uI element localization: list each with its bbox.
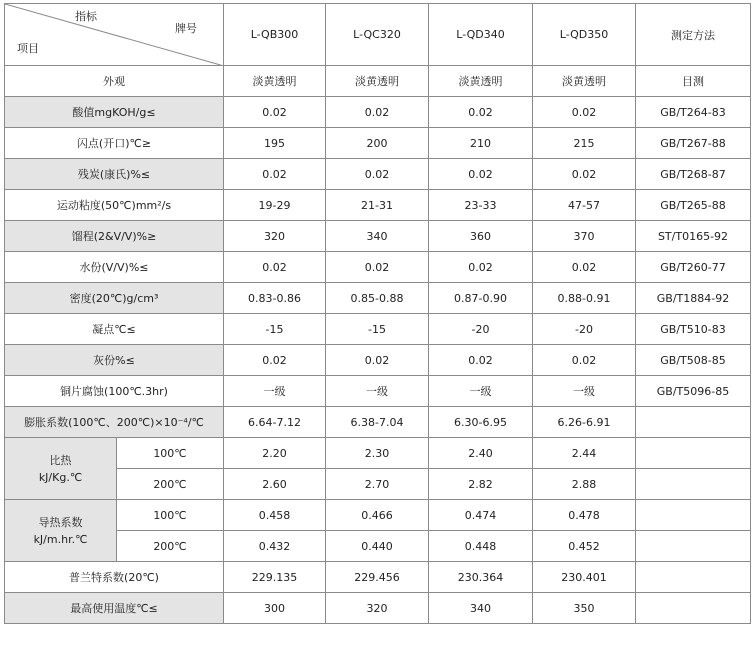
value-cell: 21-31 — [326, 190, 429, 221]
value-cell: 0.448 — [429, 531, 533, 562]
indicator-label: 指标 — [75, 10, 97, 23]
value-cell: 23-33 — [429, 190, 533, 221]
value-cell: 0.02 — [326, 345, 429, 376]
value-cell: 2.88 — [533, 469, 636, 500]
parameter-cell: 凝点℃≤ — [5, 314, 224, 345]
temperature-cell: 200℃ — [117, 469, 224, 500]
method-cell: GB/T265-88 — [636, 190, 751, 221]
value-cell: -20 — [429, 314, 533, 345]
table-row — [5, 128, 751, 159]
value-cell: 340 — [326, 221, 429, 252]
parameter-cell: 运动粘度(50℃)mm²/s — [5, 190, 224, 221]
value-cell: 0.474 — [429, 500, 533, 531]
product-spec-table — [4, 3, 751, 624]
product-header: L-QC320 — [326, 4, 429, 66]
method-cell — [636, 407, 751, 438]
parameter-cell: 外观 — [5, 66, 224, 97]
value-cell: 2.20 — [224, 438, 326, 469]
value-cell: 6.30-6.95 — [429, 407, 533, 438]
method-cell — [636, 500, 751, 531]
item-label: 项目 — [17, 42, 39, 55]
value-cell: 0.85-0.88 — [326, 283, 429, 314]
value-cell: 230.364 — [429, 562, 533, 593]
table-row — [5, 66, 751, 97]
value-cell: 0.440 — [326, 531, 429, 562]
method-cell — [636, 593, 751, 624]
parameter-cell: 最高使用温度℃≤ — [5, 593, 224, 624]
value-cell: 2.44 — [533, 438, 636, 469]
method-cell — [636, 531, 751, 562]
value-cell: 300 — [224, 593, 326, 624]
group-label-text: kJ/Kg.℃ — [38, 470, 83, 484]
group-label-cell — [5, 500, 117, 562]
value-cell: 0.458 — [224, 500, 326, 531]
table-row — [5, 314, 751, 345]
value-cell: 0.02 — [533, 252, 636, 283]
table-row — [5, 345, 751, 376]
value-cell: 一级 — [326, 376, 429, 407]
value-cell: 350 — [533, 593, 636, 624]
parameter-cell: 水份(V/V)%≤ — [5, 252, 224, 283]
value-cell: 一级 — [224, 376, 326, 407]
temperature-cell: 100℃ — [117, 500, 224, 531]
table-row — [5, 469, 751, 500]
method-cell: GB/T268-87 — [636, 159, 751, 190]
table-row — [5, 438, 751, 469]
table-row — [5, 407, 751, 438]
value-cell: 0.432 — [224, 531, 326, 562]
value-cell: 320 — [224, 221, 326, 252]
value-cell: 215 — [533, 128, 636, 159]
parameter-cell: 馏程(2&V/V)%≥ — [5, 221, 224, 252]
value-cell: 0.88-0.91 — [533, 283, 636, 314]
value-cell: 47-57 — [533, 190, 636, 221]
table-row — [5, 593, 751, 624]
table-row — [5, 221, 751, 252]
value-cell: 0.02 — [533, 97, 636, 128]
value-cell: 0.02 — [429, 252, 533, 283]
table-row — [5, 376, 751, 407]
method-cell — [636, 438, 751, 469]
value-cell: 19-29 — [224, 190, 326, 221]
corner-header-cell — [5, 4, 224, 66]
value-cell: 淡黄透明 — [429, 66, 533, 97]
table-row — [5, 97, 751, 128]
method-header: 测定方法 — [636, 4, 751, 66]
value-cell: 一级 — [429, 376, 533, 407]
value-cell: 230.401 — [533, 562, 636, 593]
method-cell: ST/T0165-92 — [636, 221, 751, 252]
method-cell: GB/T510-83 — [636, 314, 751, 345]
value-cell: 200 — [326, 128, 429, 159]
value-cell: 6.38-7.04 — [326, 407, 429, 438]
table-row — [5, 500, 751, 531]
group-label-text: 比热 — [49, 453, 72, 467]
value-cell: 320 — [326, 593, 429, 624]
value-cell: 340 — [429, 593, 533, 624]
method-cell: GB/T5096-85 — [636, 376, 751, 407]
value-cell: 0.02 — [533, 159, 636, 190]
value-cell: 2.82 — [429, 469, 533, 500]
value-cell: 淡黄透明 — [224, 66, 326, 97]
method-cell: GB/T267-88 — [636, 128, 751, 159]
group-label-text: kJ/m.hr.℃ — [33, 532, 88, 546]
value-cell: 0.02 — [326, 97, 429, 128]
value-cell: 229.456 — [326, 562, 429, 593]
value-cell: 0.02 — [326, 252, 429, 283]
value-cell: 0.02 — [224, 345, 326, 376]
value-cell: 0.02 — [429, 97, 533, 128]
parameter-cell: 残炭(康氏)%≤ — [5, 159, 224, 190]
method-cell: 目测 — [636, 66, 751, 97]
value-cell: 360 — [429, 221, 533, 252]
value-cell: 2.70 — [326, 469, 429, 500]
temperature-cell: 100℃ — [117, 438, 224, 469]
value-cell: 2.40 — [429, 438, 533, 469]
table-row — [5, 531, 751, 562]
value-cell: 0.83-0.86 — [224, 283, 326, 314]
value-cell: 6.26-6.91 — [533, 407, 636, 438]
method-cell — [636, 562, 751, 593]
value-cell: -15 — [224, 314, 326, 345]
parameter-cell: 密度(20℃)g/cm³ — [5, 283, 224, 314]
parameter-cell: 普兰特系数(20℃) — [5, 562, 224, 593]
table-row — [5, 562, 751, 593]
value-cell: 0.02 — [224, 159, 326, 190]
value-cell: 229.135 — [224, 562, 326, 593]
header-row — [5, 4, 751, 66]
product-header: L-QD350 — [533, 4, 636, 66]
product-header: L-QB300 — [224, 4, 326, 66]
method-cell: GB/T508-85 — [636, 345, 751, 376]
temperature-cell: 200℃ — [117, 531, 224, 562]
parameter-cell: 膨胀系数(100℃、200℃)×10⁻⁴/℃ — [5, 407, 224, 438]
parameter-cell: 酸值mgKOH/g≤ — [5, 97, 224, 128]
value-cell: 0.02 — [224, 97, 326, 128]
value-cell: 0.452 — [533, 531, 636, 562]
value-cell: 2.60 — [224, 469, 326, 500]
value-cell: 370 — [533, 221, 636, 252]
method-cell: GB/T1884-92 — [636, 283, 751, 314]
table-row — [5, 283, 751, 314]
value-cell: 2.30 — [326, 438, 429, 469]
table-row — [5, 252, 751, 283]
value-cell: 淡黄透明 — [326, 66, 429, 97]
group-label-cell — [5, 438, 117, 500]
table-row — [5, 159, 751, 190]
value-cell: 0.478 — [533, 500, 636, 531]
method-cell — [636, 469, 751, 500]
value-cell: 淡黄透明 — [533, 66, 636, 97]
value-cell: 210 — [429, 128, 533, 159]
parameter-cell: 铜片腐蚀(100℃.3hr) — [5, 376, 224, 407]
grade-label: 牌号 — [175, 22, 197, 35]
value-cell: 195 — [224, 128, 326, 159]
value-cell: 0.02 — [533, 345, 636, 376]
value-cell: 0.02 — [326, 159, 429, 190]
parameter-cell: 灰份%≤ — [5, 345, 224, 376]
product-header: L-QD340 — [429, 4, 533, 66]
value-cell: 0.87-0.90 — [429, 283, 533, 314]
value-cell: -20 — [533, 314, 636, 345]
value-cell: 0.02 — [429, 159, 533, 190]
method-cell: GB/T264-83 — [636, 97, 751, 128]
table-row — [5, 190, 751, 221]
method-cell: GB/T260-77 — [636, 252, 751, 283]
value-cell: 一级 — [533, 376, 636, 407]
value-cell: 0.02 — [429, 345, 533, 376]
value-cell: 0.02 — [224, 252, 326, 283]
value-cell: 0.466 — [326, 500, 429, 531]
group-label-text: 导热系数 — [38, 515, 83, 529]
value-cell: -15 — [326, 314, 429, 345]
value-cell: 6.64-7.12 — [224, 407, 326, 438]
parameter-cell: 闪点(开口)℃≥ — [5, 128, 224, 159]
